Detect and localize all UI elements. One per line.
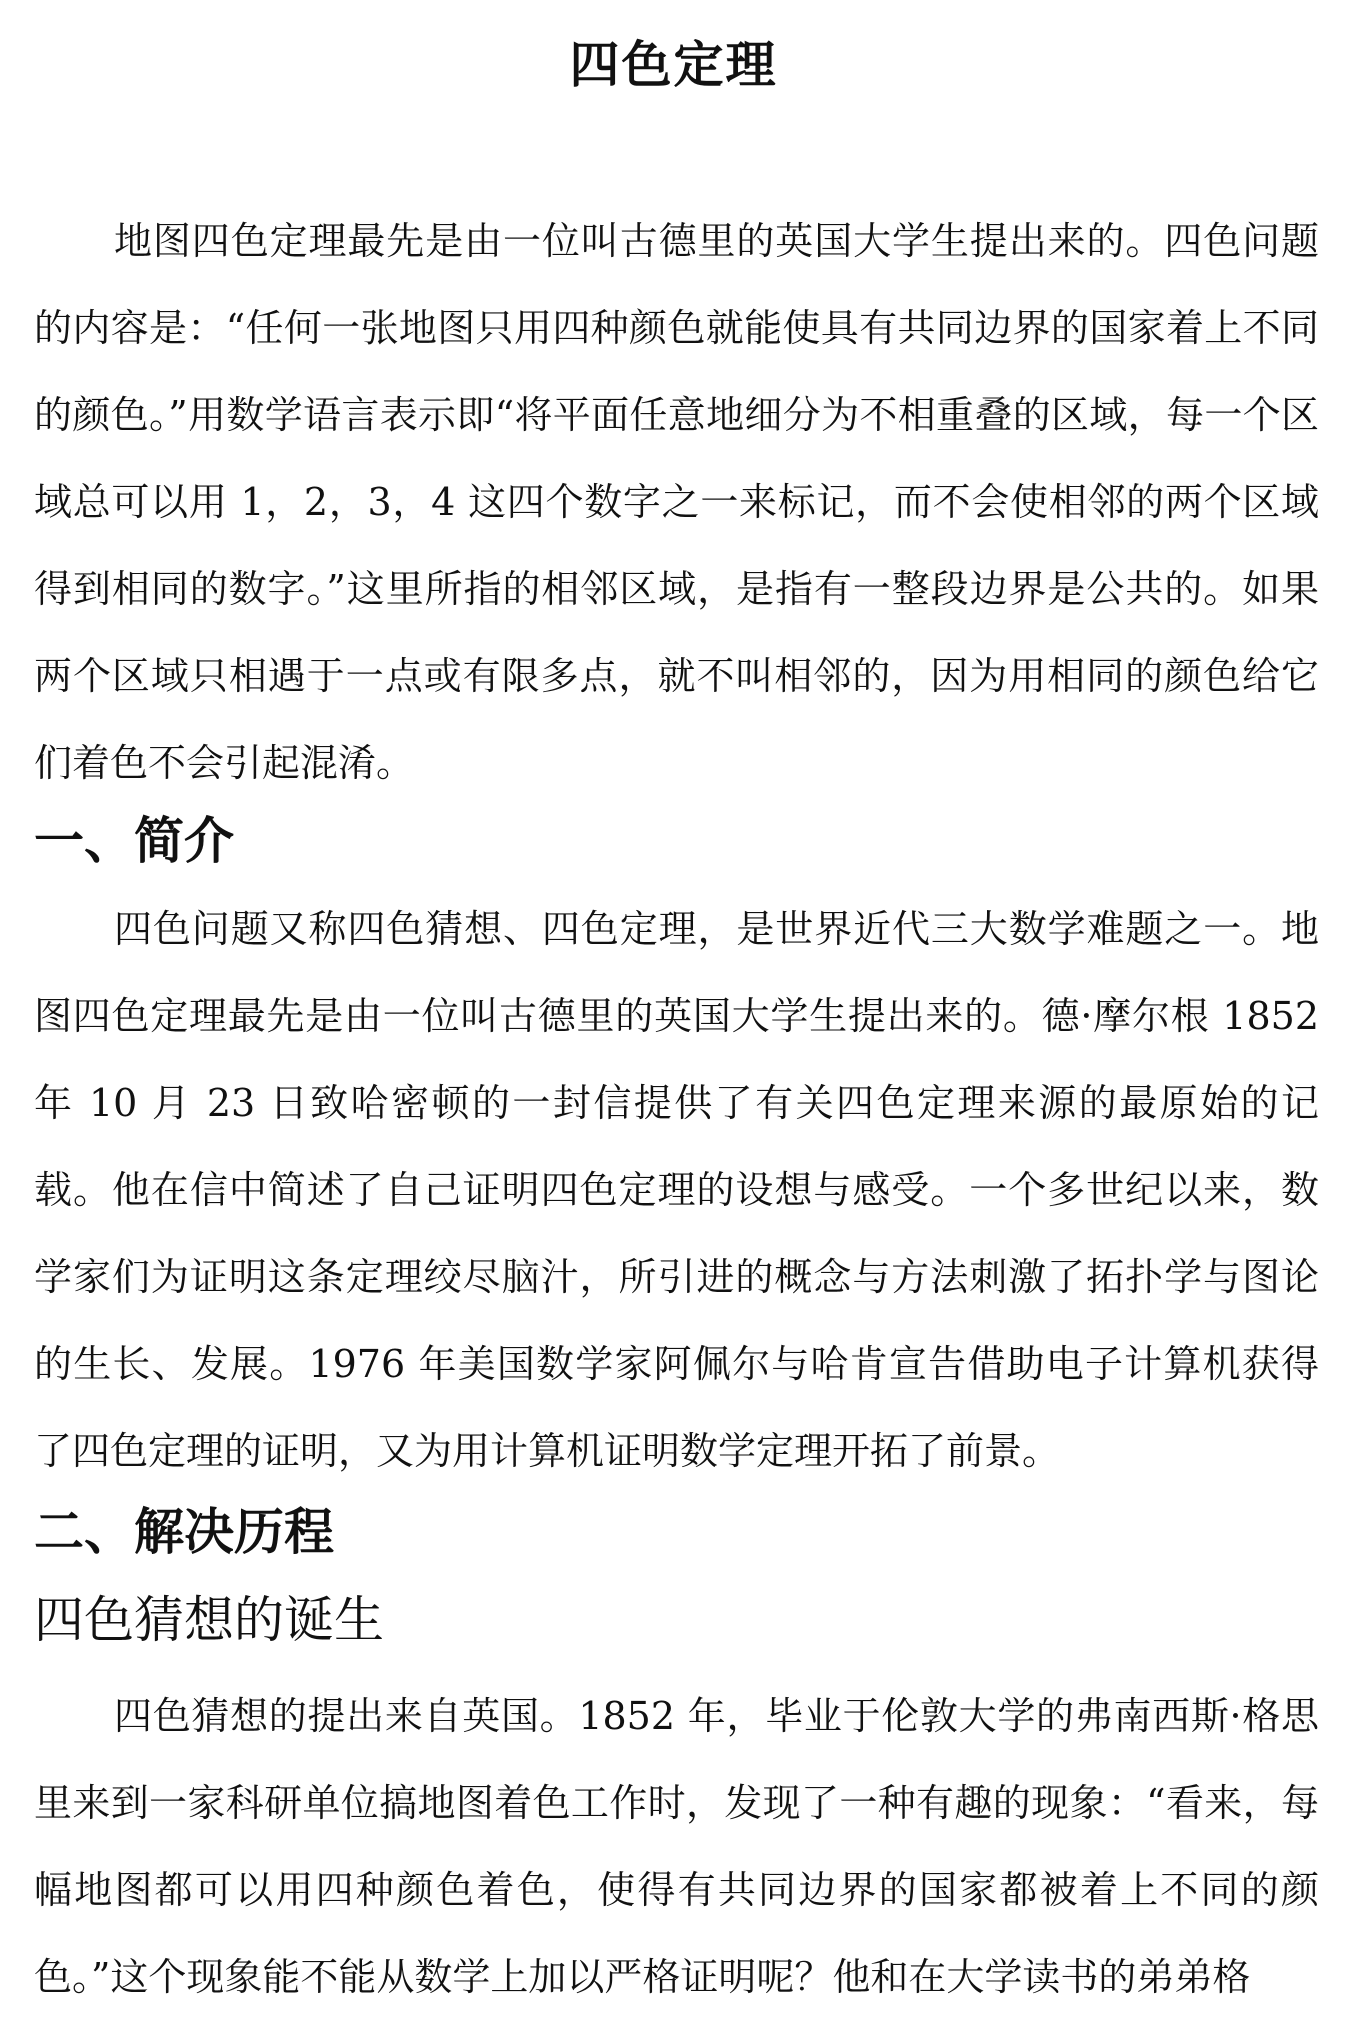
section-heading-intro: 一、简介 xyxy=(34,811,234,870)
intro-paragraph: 地图四色定理最先是由一位叫古德里的英国大学生提出来的。四色问题的内容是：“任何一张地图只用四种颜色就能使具有共同边界的国家着上不同的颜色。”用数学语言表示即“将平面任意地细分为不相重叠的区域，每一个区域总可以用 1，2，3，4 这四个数字之一来标记，而不会使相邻的两个区域得到相同的数字。”这里所指的相邻区域，是指有一整段边界是公共的。如果两个区域只相遇于一点或有限多点，就不叫相邻的，因为用相同的颜色给它们着色不会引起混淆。 xyxy=(34,219,1319,785)
section-intro-paragraph: 四色问题又称四色猜想、四色定理，是世界近代三大数学难题之一。地图四色定理最先是由一位叫古德里的英国大学生提出来的。德·摩尔根 1852 年 10 月 23 日致哈密顿的一封信提供了有关四色定理来源的最原始的记载。他在信中简述了自己证明四色定理的设想与感受。一个多世纪以来，数学家们为证明这条定理绞尽脑汁，所引进的概念与方法刺激了拓扑学与图论的生长、发展。1976 年美国数学家阿佩尔与哈肯宣告借助电子计算机获得了四色定理的证明，又为用计算机证明数学定理开拓了前景。 xyxy=(34,907,1319,1473)
section-heading-history: 二、解决历程 xyxy=(34,1502,334,1561)
section-history-paragraph: 四色猜想的提出来自英国。1852 年，毕业于伦敦大学的弗南西斯·格思里来到一家科研单位搞地图着色工作时，发现了一种有趣的现象：“看来，每幅地图都可以用四种颜色着色，使得有共同边界的国家都被着上不同的颜色。”这个现象能不能从数学上加以严格证明呢？他和在大学读书的弟弟格 xyxy=(34,1694,1319,1999)
document-title: 四色定理 xyxy=(569,35,778,94)
subsection-heading-birth: 四色猜想的诞生 xyxy=(34,1591,384,1649)
